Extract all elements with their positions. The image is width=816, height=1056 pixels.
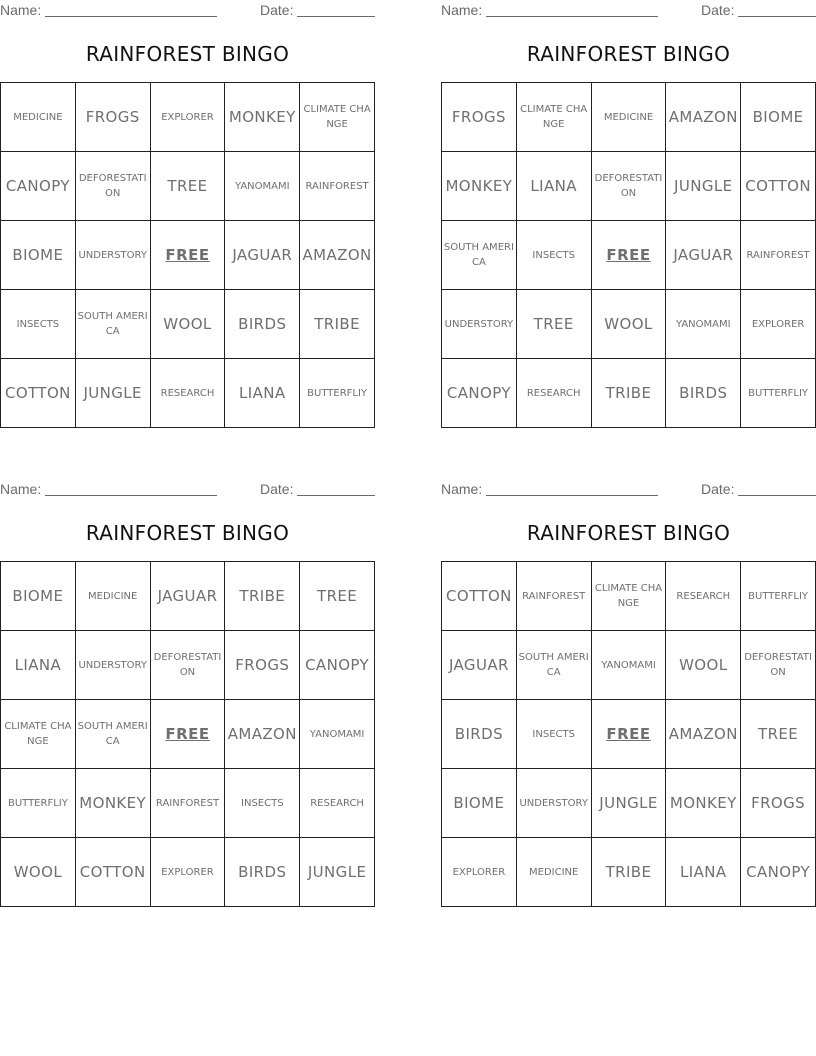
bingo-cell[interactable]: INSECTS <box>516 221 591 290</box>
bingo-cell[interactable]: BIRDS <box>666 359 741 428</box>
name-label: Name: <box>0 481 42 497</box>
bingo-cell[interactable]: YANOMAMI <box>300 700 375 769</box>
card-title: RAINFOREST BINGO <box>526 42 731 66</box>
bingo-cell[interactable]: DEFORESTATION <box>75 152 150 221</box>
card-title: RAINFOREST BINGO <box>526 521 731 545</box>
bingo-grid <box>441 561 816 907</box>
bingo-cell[interactable]: BIOME <box>741 83 816 152</box>
grid-row <box>1 631 375 700</box>
date-line[interactable] <box>297 495 375 496</box>
bingo-cell[interactable]: JAGUAR <box>225 221 300 290</box>
bingo-cell[interactable]: MEDICINE <box>75 562 150 631</box>
name-label: Name: <box>0 2 42 18</box>
bingo-cell[interactable]: BUTTERFLIY <box>300 359 375 428</box>
bingo-cell[interactable]: LIANA <box>1 631 76 700</box>
bingo-cell[interactable]: JUNGLE <box>591 769 666 838</box>
grid-row <box>442 221 816 290</box>
bingo-cell[interactable]: YANOMAMI <box>591 631 666 700</box>
bingo-cell[interactable]: WOOL <box>666 631 741 700</box>
grid-row <box>442 700 816 769</box>
grid-row <box>1 700 375 769</box>
bingo-cell[interactable]: LIANA <box>666 838 741 907</box>
bingo-cell[interactable]: BUTTERFLIY <box>741 562 816 631</box>
grid-row <box>442 83 816 152</box>
bingo-grid <box>0 82 375 428</box>
name-label: Name: <box>441 481 483 497</box>
grid-row <box>442 838 816 907</box>
date-line[interactable] <box>297 16 375 17</box>
bingo-cell[interactable]: RAINFOREST <box>150 769 225 838</box>
name-label: Name: <box>441 2 483 18</box>
bingo-cell[interactable]: TREE <box>516 290 591 359</box>
bingo-cell[interactable]: BIRDS <box>225 290 300 359</box>
bingo-cell[interactable]: RAINFOREST <box>741 221 816 290</box>
bingo-cell[interactable]: LIANA <box>516 152 591 221</box>
bingo-cell[interactable]: DEFORESTATION <box>741 631 816 700</box>
bingo-cell[interactable]: AMAZON <box>300 221 375 290</box>
bingo-cell[interactable]: UNDERSTORY <box>75 221 150 290</box>
bingo-cell[interactable]: CLIMATE CHANGE <box>300 83 375 152</box>
grid-row <box>442 769 816 838</box>
bingo-cell[interactable]: JAGUAR <box>442 631 517 700</box>
free-space-cell[interactable]: FREE <box>150 221 225 290</box>
name-date-row <box>441 479 816 501</box>
grid-row <box>1 838 375 907</box>
bingo-cell[interactable]: FROGS <box>225 631 300 700</box>
bingo-cell[interactable]: WOOL <box>591 290 666 359</box>
bingo-cell[interactable]: COTTON <box>75 838 150 907</box>
bingo-cell[interactable]: EXPLORER <box>150 838 225 907</box>
bingo-grid <box>0 561 375 907</box>
bingo-cell[interactable]: CLIMATE CHANGE <box>1 700 76 769</box>
grid-row <box>1 290 375 359</box>
date-line[interactable] <box>738 16 816 17</box>
bingo-cell[interactable]: JAGUAR <box>666 221 741 290</box>
bingo-cell[interactable]: SOUTH AMERICA <box>442 221 517 290</box>
bingo-cell[interactable]: AMAZON <box>666 700 741 769</box>
date-line[interactable] <box>738 495 816 496</box>
bingo-cell[interactable]: MEDICINE <box>516 838 591 907</box>
card-title: RAINFOREST BINGO <box>85 521 290 545</box>
grid-row <box>442 290 816 359</box>
date-label: Date: <box>701 2 735 18</box>
bingo-cell[interactable]: TREE <box>150 152 225 221</box>
bingo-cell[interactable]: TREE <box>300 562 375 631</box>
bingo-cell[interactable]: UNDERSTORY <box>516 769 591 838</box>
bingo-cell[interactable]: AMAZON <box>666 83 741 152</box>
bingo-cell[interactable]: TRIBE <box>591 838 666 907</box>
bingo-cell[interactable]: DEFORESTATION <box>591 152 666 221</box>
bingo-cell[interactable]: JUNGLE <box>300 838 375 907</box>
bingo-cell[interactable]: WOOL <box>1 838 76 907</box>
bingo-cell[interactable]: CANOPY <box>300 631 375 700</box>
bingo-cell[interactable]: MONKEY <box>442 152 517 221</box>
bingo-cell[interactable]: YANOMAMI <box>666 290 741 359</box>
bingo-cell[interactable]: MONKEY <box>225 83 300 152</box>
grid-row <box>442 359 816 428</box>
card-title: RAINFOREST BINGO <box>85 42 290 66</box>
bingo-cell[interactable]: INSECTS <box>516 700 591 769</box>
bingo-cell[interactable]: JUNGLE <box>666 152 741 221</box>
grid-row <box>1 769 375 838</box>
bingo-cell[interactable]: WOOL <box>150 290 225 359</box>
bingo-cell[interactable]: RESEARCH <box>300 769 375 838</box>
grid-row <box>1 359 375 428</box>
bingo-grid <box>441 82 816 428</box>
name-line[interactable] <box>45 495 217 496</box>
date-label: Date: <box>260 2 294 18</box>
bingo-cell[interactable]: RESEARCH <box>516 359 591 428</box>
bingo-cell[interactable]: MONKEY <box>666 769 741 838</box>
bingo-cell[interactable]: MEDICINE <box>591 83 666 152</box>
bingo-cell[interactable]: SOUTH AMERICA <box>516 631 591 700</box>
bingo-cell[interactable]: CANOPY <box>442 359 517 428</box>
bingo-cell[interactable]: BIOME <box>1 562 76 631</box>
bingo-cell[interactable]: JAGUAR <box>150 562 225 631</box>
bingo-cell[interactable]: RESEARCH <box>150 359 225 428</box>
free-space-cell[interactable]: FREE <box>591 221 666 290</box>
bingo-cell[interactable]: DEFORESTATION <box>150 631 225 700</box>
bingo-cell[interactable]: RAINFOREST <box>516 562 591 631</box>
grid-row <box>442 562 816 631</box>
free-space-cell[interactable]: FREE <box>591 700 666 769</box>
bingo-cell[interactable]: RESEARCH <box>666 562 741 631</box>
name-line[interactable] <box>486 16 658 17</box>
bingo-cell[interactable]: SOUTH AMERICA <box>75 700 150 769</box>
bingo-cell[interactable]: RAINFOREST <box>300 152 375 221</box>
grid-row <box>1 562 375 631</box>
bingo-cell[interactable]: INSECTS <box>225 769 300 838</box>
date-label: Date: <box>701 481 735 497</box>
bingo-cell[interactable]: CLIMATE CHANGE <box>516 83 591 152</box>
bingo-cell[interactable]: INSECTS <box>1 290 76 359</box>
bingo-cell[interactable]: UNDERSTORY <box>75 631 150 700</box>
bingo-cell[interactable]: BIOME <box>1 221 76 290</box>
name-line[interactable] <box>486 495 658 496</box>
bingo-cell[interactable]: MONKEY <box>75 769 150 838</box>
name-date-row <box>0 479 375 501</box>
bingo-cell[interactable]: JUNGLE <box>75 359 150 428</box>
bingo-cell[interactable]: FROGS <box>741 769 816 838</box>
date-label: Date: <box>260 481 294 497</box>
free-space-cell[interactable]: FREE <box>150 700 225 769</box>
bingo-cell[interactable]: FROGS <box>75 83 150 152</box>
bingo-cell[interactable]: MEDICINE <box>1 83 76 152</box>
grid-row <box>1 83 375 152</box>
bingo-cell[interactable]: EXPLORER <box>442 838 517 907</box>
bingo-cell[interactable]: CANOPY <box>1 152 76 221</box>
bingo-cell[interactable]: LIANA <box>225 359 300 428</box>
bingo-cell[interactable]: TRIBE <box>591 359 666 428</box>
bingo-cell[interactable]: UNDERSTORY <box>442 290 517 359</box>
bingo-cell[interactable]: AMAZON <box>225 700 300 769</box>
bingo-cell[interactable]: CANOPY <box>741 838 816 907</box>
bingo-cell[interactable]: BIRDS <box>442 700 517 769</box>
bingo-cell[interactable]: EXPLORER <box>150 83 225 152</box>
bingo-cell[interactable]: BIRDS <box>225 838 300 907</box>
name-line[interactable] <box>45 16 217 17</box>
grid-row <box>1 221 375 290</box>
bingo-cell[interactable]: EXPLORER <box>741 290 816 359</box>
name-date-row <box>0 0 375 22</box>
bingo-cell[interactable]: BUTTERFLIY <box>1 769 76 838</box>
grid-row <box>1 152 375 221</box>
bingo-cell[interactable]: TREE <box>741 700 816 769</box>
bingo-cell[interactable]: BUTTERFLIY <box>741 359 816 428</box>
bingo-cell[interactable]: YANOMAMI <box>225 152 300 221</box>
bingo-cell[interactable]: FROGS <box>442 83 517 152</box>
name-date-row <box>441 0 816 22</box>
grid-row <box>442 631 816 700</box>
bingo-cell[interactable]: COTTON <box>741 152 816 221</box>
bingo-cell[interactable]: CLIMATE CHANGE <box>591 562 666 631</box>
bingo-cell[interactable]: TRIBE <box>300 290 375 359</box>
bingo-cell[interactable]: BIOME <box>442 769 517 838</box>
bingo-cell[interactable]: COTTON <box>442 562 517 631</box>
bingo-cell[interactable]: TRIBE <box>225 562 300 631</box>
bingo-cell[interactable]: COTTON <box>1 359 76 428</box>
grid-row <box>442 152 816 221</box>
bingo-cell[interactable]: SOUTH AMERICA <box>75 290 150 359</box>
